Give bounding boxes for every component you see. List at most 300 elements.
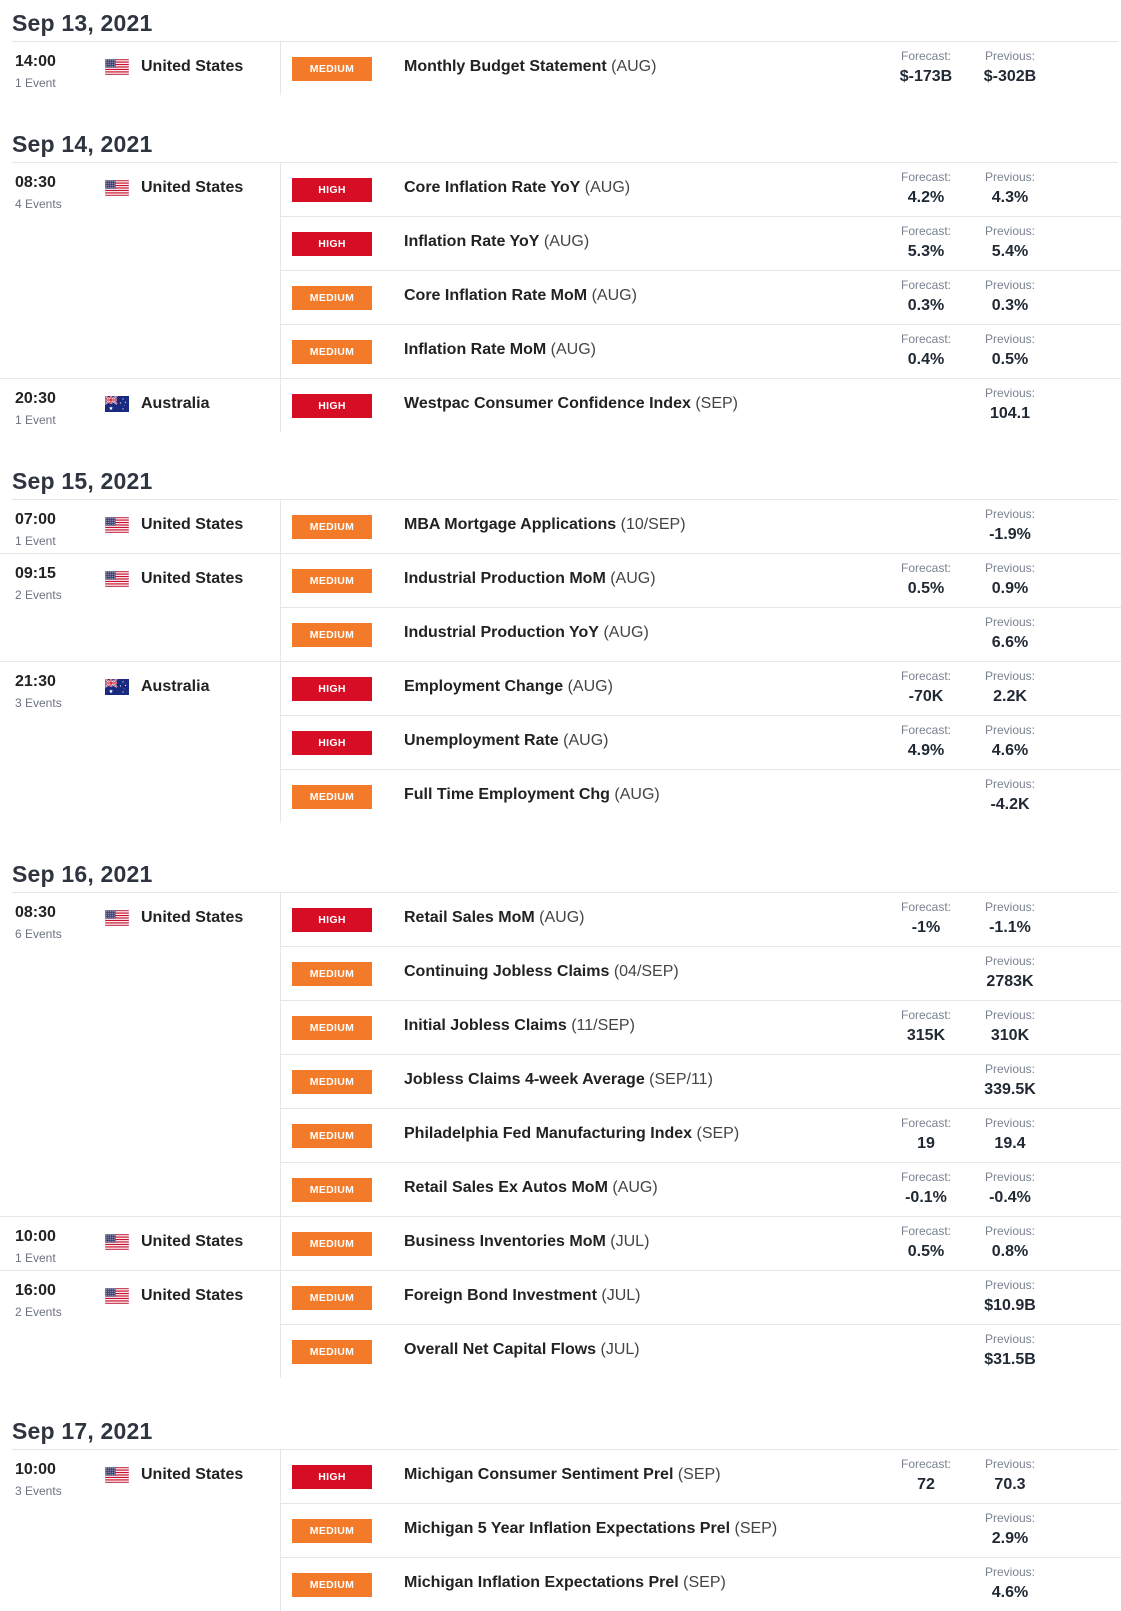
event-title[interactable] (404, 909, 584, 927)
event-list (281, 500, 1121, 553)
forecast-cell (886, 49, 966, 86)
event-list (281, 42, 1121, 95)
day-header (0, 121, 1121, 163)
event-time: 07:00 (15, 511, 56, 528)
event-name[interactable]: Foreign Bond Investment (404, 1287, 597, 1304)
event-title[interactable] (404, 1574, 726, 1592)
event-name[interactable]: Overall Net Capital Flows (404, 1341, 597, 1358)
event-time: 08:30 (15, 904, 56, 921)
forecast-label: Forecast: (900, 1224, 951, 1238)
event-period: (AUG) (603, 624, 649, 641)
previous-cell (970, 1224, 1050, 1261)
event-title[interactable] (404, 624, 649, 642)
impact-badge: MEDIUM (292, 623, 372, 647)
event-list (281, 893, 1121, 1216)
previous-label: Previous: (984, 170, 1036, 184)
time-group-info (12, 662, 280, 823)
time-group (0, 500, 1121, 553)
forecast-value: -1% (911, 919, 941, 936)
country-name: United States (141, 179, 244, 196)
event-list (281, 554, 1121, 661)
event-period: (AUG) (563, 732, 609, 749)
impact-badge: MEDIUM (292, 962, 372, 986)
forecast-cell (886, 170, 966, 207)
previous-label: Previous: (984, 1116, 1036, 1130)
forecast-label: Forecast: (900, 278, 951, 292)
event-period: (SEP) (683, 1574, 726, 1591)
day-section (0, 458, 1121, 823)
forecast-value: -70K (908, 688, 944, 705)
event-period: (AUG) (539, 909, 585, 926)
event-title[interactable] (404, 58, 656, 76)
event-period: (AUG) (591, 287, 637, 304)
event-row[interactable] (281, 1217, 1121, 1270)
impact-badge: HIGH (292, 178, 372, 202)
event-period: (AUG) (543, 233, 590, 250)
event-title[interactable] (404, 1287, 640, 1305)
time-group (0, 553, 1121, 661)
event-list (281, 662, 1121, 823)
forecast-label: Forecast: (900, 1116, 951, 1130)
previous-label: Previous: (984, 615, 1036, 629)
event-name[interactable]: Jobless Claims 4-week Average (404, 1071, 645, 1088)
previous-label: Previous: (984, 1332, 1036, 1346)
event-name[interactable]: Continuing Jobless Claims (404, 963, 610, 980)
impact-badge: MEDIUM (292, 57, 372, 81)
us-flag-icon (105, 1234, 129, 1250)
previous-value: 6.6% (991, 634, 1029, 651)
forecast-cell (886, 669, 966, 706)
event-period: (AUG) (610, 570, 656, 587)
impact-badge: MEDIUM (292, 340, 372, 364)
event-time: 08:30 (15, 174, 56, 191)
event-row[interactable] (281, 1324, 1121, 1378)
event-row[interactable] (281, 324, 1121, 378)
forecast-value: 0.5% (907, 580, 945, 597)
event-period: (11/SEP) (571, 1017, 635, 1034)
previous-cell (970, 1116, 1050, 1153)
previous-value: 0.8% (991, 1243, 1029, 1260)
previous-cell (970, 386, 1050, 423)
event-name[interactable]: Business Inventories MoM (404, 1233, 606, 1250)
event-row[interactable] (281, 715, 1121, 769)
previous-cell (970, 224, 1050, 261)
forecast-value: 315K (906, 1027, 946, 1044)
time-group-info (12, 1217, 280, 1270)
time-group-info (12, 500, 280, 553)
impact-badge: MEDIUM (292, 1519, 372, 1543)
time-group-info (12, 42, 280, 95)
day-date-heading: Sep 15, 2021 (12, 468, 153, 494)
event-name[interactable]: Monthly Budget Statement (404, 58, 607, 75)
forecast-label: Forecast: (900, 49, 951, 63)
impact-badge: HIGH (292, 677, 372, 701)
previous-cell (970, 615, 1050, 652)
forecast-label: Forecast: (900, 669, 951, 683)
previous-cell (970, 900, 1050, 937)
event-title[interactable] (404, 287, 637, 305)
event-row[interactable] (281, 42, 1121, 95)
event-title[interactable] (404, 179, 630, 197)
forecast-cell (886, 1116, 966, 1153)
previous-label: Previous: (984, 723, 1036, 737)
event-title[interactable] (404, 1125, 739, 1143)
country-name: United States (141, 909, 244, 926)
previous-value: 2.2K (993, 688, 1027, 705)
previous-value: 339.5K (984, 1081, 1036, 1098)
event-count: 6 Events (15, 927, 62, 941)
previous-label: Previous: (984, 1008, 1036, 1022)
time-group (0, 893, 1121, 1216)
event-row[interactable] (281, 1162, 1121, 1216)
previous-cell (970, 1170, 1050, 1207)
previous-value: 4.6% (991, 1584, 1029, 1601)
time-group (0, 163, 1121, 378)
event-name[interactable]: Inflation Rate MoM (404, 341, 547, 358)
day-section (0, 121, 1121, 432)
event-period: (AUG) (614, 786, 660, 803)
event-count: 3 Events (15, 696, 62, 710)
previous-cell (970, 1278, 1050, 1315)
event-count: 2 Events (15, 1305, 62, 1319)
forecast-value: 19 (917, 1135, 935, 1152)
event-name[interactable]: Michigan 5 Year Inflation Expectations Prel (404, 1520, 731, 1537)
event-time: 20:30 (15, 390, 56, 407)
day-header (0, 851, 1121, 893)
day-header (0, 1408, 1121, 1450)
day-date-heading: Sep 16, 2021 (12, 861, 153, 887)
event-name[interactable]: Inflation Rate YoY (404, 233, 540, 250)
previous-value: 2783K (986, 973, 1034, 990)
previous-label: Previous: (984, 1170, 1036, 1184)
event-name[interactable]: Philadelphia Fed Manufacturing Index (404, 1125, 693, 1142)
previous-cell (970, 507, 1050, 544)
event-count: 1 Event (15, 413, 56, 427)
event-name[interactable]: Employment Change (404, 678, 564, 695)
event-title[interactable] (404, 732, 608, 750)
us-flag-icon (105, 1467, 129, 1483)
us-flag-icon (105, 59, 129, 75)
previous-value: -1.1% (989, 919, 1031, 936)
event-time: 10:00 (15, 1461, 56, 1478)
event-row[interactable] (281, 1108, 1121, 1162)
event-period: (10/SEP) (620, 516, 686, 533)
event-row[interactable] (281, 946, 1121, 1000)
previous-value: $31.5B (984, 1351, 1036, 1368)
day-header (0, 458, 1121, 500)
forecast-cell (886, 332, 966, 369)
impact-badge: HIGH (292, 908, 372, 932)
previous-value: 0.5% (991, 351, 1029, 368)
event-title[interactable] (404, 1071, 713, 1089)
event-list (281, 1271, 1121, 1378)
event-row[interactable] (281, 769, 1121, 823)
event-title[interactable] (404, 1466, 721, 1484)
forecast-label: Forecast: (900, 224, 951, 238)
event-title[interactable] (404, 1520, 777, 1538)
impact-badge: MEDIUM (292, 1286, 372, 1310)
impact-badge: MEDIUM (292, 1178, 372, 1202)
previous-value: -1.9% (989, 526, 1031, 543)
event-period: (JUL) (601, 1287, 641, 1304)
time-group (0, 378, 1121, 432)
forecast-cell (886, 561, 966, 598)
event-count: 3 Events (15, 1484, 62, 1498)
forecast-label: Forecast: (900, 1008, 951, 1022)
event-row[interactable] (281, 554, 1121, 607)
forecast-cell (886, 1457, 966, 1494)
forecast-value: 5.3% (907, 243, 945, 260)
event-time: 09:15 (15, 565, 56, 582)
event-time: 21:30 (15, 673, 56, 690)
us-flag-icon (105, 180, 129, 196)
country-name: United States (141, 516, 244, 533)
event-list (281, 1450, 1121, 1611)
event-title[interactable] (404, 1233, 649, 1251)
impact-badge: HIGH (292, 731, 372, 755)
event-period: (AUG) (550, 341, 596, 358)
event-count: 2 Events (15, 588, 62, 602)
time-group (0, 42, 1121, 95)
previous-cell (970, 170, 1050, 207)
country-name: Australia (141, 395, 210, 412)
us-flag-icon (105, 571, 129, 587)
time-group-info (12, 1271, 280, 1378)
event-name[interactable]: Industrial Production YoY (404, 624, 599, 641)
forecast-cell (886, 278, 966, 315)
forecast-label: Forecast: (900, 332, 951, 346)
event-period: (SEP) (696, 1125, 740, 1142)
previous-cell (970, 1511, 1050, 1548)
event-list (281, 379, 1121, 432)
previous-label: Previous: (984, 561, 1036, 575)
day-date-heading: Sep 14, 2021 (12, 131, 153, 157)
event-row[interactable] (281, 1271, 1121, 1324)
previous-label: Previous: (984, 386, 1036, 400)
event-count: 4 Events (15, 197, 62, 211)
previous-cell (970, 561, 1050, 598)
event-row[interactable] (281, 163, 1121, 216)
day-section (0, 1408, 1121, 1611)
event-name[interactable]: Michigan Consumer Sentiment Prel (404, 1466, 674, 1483)
impact-badge: MEDIUM (292, 1070, 372, 1094)
forecast-value: 4.2% (907, 189, 945, 206)
event-time: 16:00 (15, 1282, 56, 1299)
previous-value: 310K (990, 1027, 1030, 1044)
country-name: United States (141, 1287, 244, 1304)
previous-cell (970, 49, 1050, 86)
us-flag-icon (105, 517, 129, 533)
impact-badge: MEDIUM (292, 1016, 372, 1040)
previous-cell (970, 777, 1050, 814)
day-section (0, 851, 1121, 1378)
event-title[interactable] (404, 570, 656, 588)
day-section (0, 0, 1121, 95)
previous-value: $10.9B (984, 1297, 1036, 1314)
previous-value: -4.2K (990, 796, 1030, 813)
event-name[interactable]: Unemployment Rate (404, 732, 559, 749)
impact-badge: HIGH (292, 232, 372, 256)
event-list (281, 1217, 1121, 1270)
event-row[interactable] (281, 662, 1121, 715)
event-title[interactable] (404, 963, 679, 981)
previous-cell (970, 1062, 1050, 1099)
event-period: (JUL) (600, 1341, 640, 1358)
previous-cell (970, 1565, 1050, 1602)
event-period: (SEP) (677, 1466, 721, 1483)
time-group-info (12, 554, 280, 661)
forecast-value: $-173B (899, 68, 953, 85)
impact-badge: MEDIUM (292, 286, 372, 310)
forecast-value: -0.1% (905, 1189, 947, 1206)
day-date-heading: Sep 17, 2021 (12, 1418, 153, 1444)
event-row[interactable] (281, 216, 1121, 270)
country-name: United States (141, 1466, 244, 1483)
event-period: (AUG) (611, 58, 657, 75)
previous-label: Previous: (984, 278, 1036, 292)
forecast-label: Forecast: (900, 900, 951, 914)
previous-label: Previous: (984, 507, 1036, 521)
previous-label: Previous: (984, 1278, 1036, 1292)
event-row[interactable] (281, 379, 1121, 432)
time-group (0, 661, 1121, 823)
previous-label: Previous: (984, 1224, 1036, 1238)
event-name[interactable]: Westpac Consumer Confidence Index (404, 395, 691, 412)
time-group-info (12, 893, 280, 1216)
event-time: 10:00 (15, 1228, 56, 1245)
event-name[interactable]: MBA Mortgage Applications (404, 516, 617, 533)
event-row[interactable] (281, 270, 1121, 324)
day-header (0, 0, 1121, 42)
time-group-info (12, 163, 280, 378)
impact-badge: MEDIUM (292, 1573, 372, 1597)
event-name[interactable]: Core Inflation Rate YoY (404, 179, 581, 196)
impact-badge: MEDIUM (292, 785, 372, 809)
previous-value: 70.3 (994, 1476, 1026, 1493)
previous-label: Previous: (984, 332, 1036, 346)
previous-cell (970, 1332, 1050, 1369)
day-date-heading: Sep 13, 2021 (12, 10, 153, 36)
event-name[interactable]: Full Time Employment Chg (404, 786, 610, 803)
event-title[interactable] (404, 678, 613, 696)
previous-cell (970, 332, 1050, 369)
event-count: 1 Event (15, 534, 56, 548)
event-name[interactable]: Retail Sales MoM (404, 909, 535, 926)
impact-badge: MEDIUM (292, 1232, 372, 1256)
time-group-info (12, 379, 280, 432)
event-title[interactable] (404, 516, 686, 534)
event-count: 1 Event (15, 76, 56, 90)
previous-label: Previous: (984, 1511, 1036, 1525)
au-flag-icon (105, 679, 129, 695)
event-period: (AUG) (584, 179, 631, 196)
event-title[interactable] (404, 395, 738, 413)
forecast-value: 72 (917, 1476, 935, 1493)
previous-value: 4.3% (991, 189, 1029, 206)
event-period: (JUL) (610, 1233, 650, 1250)
event-period: (AUG) (567, 678, 613, 695)
event-row[interactable] (281, 1000, 1121, 1054)
previous-value: 4.6% (991, 742, 1029, 759)
country-name: Australia (141, 678, 210, 695)
event-title[interactable] (404, 341, 596, 359)
impact-badge: HIGH (292, 1465, 372, 1489)
previous-value: 2.9% (991, 1530, 1029, 1547)
previous-cell (970, 278, 1050, 315)
event-title[interactable] (404, 1179, 658, 1197)
event-title[interactable] (404, 1341, 640, 1359)
previous-label: Previous: (984, 954, 1036, 968)
previous-label: Previous: (984, 777, 1036, 791)
impact-badge: MEDIUM (292, 515, 372, 539)
event-name[interactable]: Michigan Inflation Expectations Prel (404, 1574, 679, 1591)
country-name: United States (141, 1233, 244, 1250)
event-row[interactable] (281, 1557, 1121, 1611)
forecast-value: 4.9% (907, 742, 945, 759)
event-row[interactable] (281, 1503, 1121, 1557)
impact-badge: MEDIUM (292, 1340, 372, 1364)
time-group-info (12, 1450, 280, 1611)
previous-value: 104.1 (989, 405, 1031, 422)
event-list (281, 163, 1121, 378)
event-name[interactable]: Retail Sales Ex Autos MoM (404, 1179, 608, 1196)
event-row[interactable] (281, 607, 1121, 661)
forecast-cell (886, 1008, 966, 1045)
time-group (0, 1450, 1121, 1611)
previous-cell (970, 1008, 1050, 1045)
event-name[interactable]: Initial Jobless Claims (404, 1017, 567, 1034)
previous-label: Previous: (984, 900, 1036, 914)
previous-cell (970, 669, 1050, 706)
event-title[interactable] (404, 786, 660, 804)
forecast-label: Forecast: (900, 170, 951, 184)
forecast-cell (886, 723, 966, 760)
event-row[interactable] (281, 500, 1121, 553)
forecast-cell (886, 1224, 966, 1261)
event-period: (AUG) (612, 1179, 658, 1196)
forecast-value: 0.3% (907, 297, 945, 314)
previous-label: Previous: (984, 1457, 1036, 1471)
previous-cell (970, 954, 1050, 991)
event-period: (04/SEP) (613, 963, 679, 980)
previous-label: Previous: (984, 224, 1036, 238)
impact-badge: MEDIUM (292, 569, 372, 593)
forecast-label: Forecast: (900, 1170, 951, 1184)
previous-value: 0.3% (991, 297, 1029, 314)
forecast-label: Forecast: (900, 561, 951, 575)
event-row[interactable] (281, 893, 1121, 946)
previous-value: 0.9% (991, 580, 1029, 597)
event-row[interactable] (281, 1054, 1121, 1108)
previous-label: Previous: (984, 1565, 1036, 1579)
time-group (0, 1216, 1121, 1270)
event-title[interactable] (404, 233, 589, 251)
previous-value: 19.4 (994, 1135, 1026, 1152)
event-row[interactable] (281, 1450, 1121, 1503)
impact-badge: HIGH (292, 394, 372, 418)
us-flag-icon (105, 910, 129, 926)
event-title[interactable] (404, 1017, 635, 1035)
previous-label: Previous: (984, 669, 1036, 683)
event-name[interactable]: Core Inflation Rate MoM (404, 287, 588, 304)
previous-value: 5.4% (991, 243, 1029, 260)
country-name: United States (141, 570, 244, 587)
forecast-cell (886, 900, 966, 937)
forecast-label: Forecast: (900, 723, 951, 737)
event-count: 1 Event (15, 1251, 56, 1265)
event-name[interactable]: Industrial Production MoM (404, 570, 606, 587)
previous-cell (970, 1457, 1050, 1494)
